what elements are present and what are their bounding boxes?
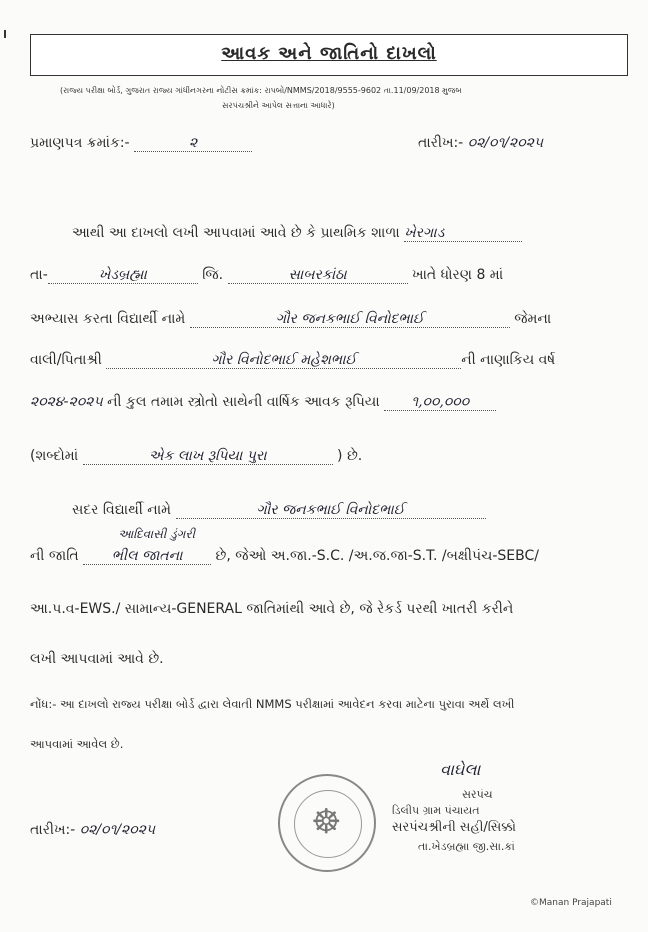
certificate-no-label: પ્રમાણપત્ર ક્રમાંક:- [30, 135, 130, 151]
student-intro: સદર વિદ્યાર્થી નામે [72, 502, 172, 518]
notice-line-1: (રાજ્ય પરીક્ષા બોર્ડ, ગુજરાત રાજ્ય ગાંધીનગરના નોટીસ ક્રમાંક: રાપબો/NMMS/2018/9555-9602 તા.11/09/2018 મુજબ [60, 86, 462, 95]
official-seal [278, 774, 376, 872]
signature-caption: સરપંચશ્રીની સહી/સિક્કો [392, 820, 516, 835]
caste-value: ભીલ જાતના [111, 548, 183, 564]
date-row [418, 135, 543, 151]
guardian-label: વાલી/પિતાશ્રી [30, 352, 102, 368]
words-open: (શબ્દોમાં [30, 448, 79, 464]
para-line-4 [30, 352, 555, 369]
student-name-repeat: ગૌર જનકભાઈ વિનોદભાઈ [256, 502, 405, 518]
scan-mark [4, 30, 6, 38]
emblem-icon: ☸ [311, 802, 342, 842]
watermark: ©Manan Prajapati [530, 898, 612, 908]
ews-line: આ.પ.વ-EWS./ સામાન્ય-GENERAL જાતિમાંથી આવે છે, જે રેકર્ડ પરથી ખાતરી કરીને [30, 601, 514, 617]
title-box [30, 34, 628, 76]
certificate-no-row [30, 135, 252, 152]
studying-text: અભ્યાસ કરતા વિદ્યાર્થી નામે [30, 311, 186, 327]
student-name: ગૌર જનકભાઈ વિનોદભાઈ [275, 311, 424, 327]
signature: વાઘેલા [440, 760, 481, 779]
closing-line: લખી આપવામાં આવે છે. [30, 651, 164, 667]
para1-intro: આથી આ દાખલો લખી આપવામાં આવે છે કે પ્રાથમિક શાળા [72, 225, 400, 241]
taluka-label: તા- [30, 267, 48, 283]
caste-prefix: ની જાતિ [30, 548, 79, 564]
document-title: આવક અને જાતિનો દાખલો [221, 43, 437, 64]
bottom-date-label: તારીખ:- [30, 822, 76, 838]
para-line-5: ૨૦૨૪-૨૦૨૫ ની કુલ તમામ સ્ત્રોતો સાથેની વાર્ષિક આવક રૂપિયા ૧,૦૦,૦૦૦ [30, 394, 496, 411]
para-line-6 [30, 448, 362, 465]
note-line-1: નોંધ:- આ દાખલો રાજ્ય પરીક્ષા બોર્ડ દ્વારા લેવાતી NMMS પરીક્ષામાં આવેદન કરવા માટેના પુરાવા અર્થે લખી [30, 697, 515, 711]
caste-line [30, 548, 539, 565]
words-value: એક લાખ રૂપિયા પુરા [148, 448, 267, 464]
school-name: ખેરગાડ [404, 225, 445, 241]
caste-text: છે, જેઓ અ.જા.-S.C. /અ.જ.જા-S.T. /બક્ષીપંચ-SEBC/ [215, 548, 539, 564]
para-line-2 [30, 267, 503, 284]
whose-text: જેમના [514, 311, 552, 327]
date-value: ૦૨/૦૧/૨૦૨૫ [467, 135, 544, 151]
para-line-1 [72, 225, 522, 242]
taluka-value: ખેડબ્રહ્મા [98, 267, 147, 283]
date-label: તારીખ:- [418, 135, 464, 151]
bottom-date [30, 822, 155, 838]
para-line-3 [30, 311, 551, 328]
stamp-line-1: ડિલીપ ગ્રામ પંચાયત [392, 804, 480, 817]
certificate-no-value: ૨ [188, 135, 198, 151]
district-value: સાબરકાંઠા [288, 267, 347, 283]
district-label: જિ. [202, 267, 224, 283]
sarpanch-title: સરપંચ [462, 788, 493, 801]
income-text: ની કુલ તમામ સ્ત્રોતો સાથેની વાર્ષિક આવક રૂપિયા [107, 394, 380, 410]
caste-annotation: આદિવાસી ડુંગરી [118, 527, 196, 541]
stamp-line-2: તા.ખેડબ્રહ્મા જી.સા.કાં [418, 840, 515, 853]
income-value: ૧,૦૦,૦૦૦ [411, 394, 470, 410]
fy-end: ૨૦૨૫ [68, 394, 103, 410]
bottom-date-value: ૦૨/૦૧/૨૦૨૫ [79, 822, 156, 838]
guardian-name: ગૌર વિનોદભાઈ મહેશભાઈ [211, 352, 357, 368]
student-line [72, 502, 486, 519]
notice-line-2: સરપંચશ્રીને આપેલ સત્તાના આધારે) [222, 101, 335, 110]
fy-text: ની નાણાકિય વર્ષ [461, 352, 556, 368]
std-text: ખાતે ધોરણ 8 માં [411, 267, 504, 283]
note-line-2: આપવામાં આવેલ છે. [30, 737, 124, 751]
words-close: ) છે. [337, 448, 363, 464]
fy-start: ૨૦૨૪ [30, 394, 64, 410]
